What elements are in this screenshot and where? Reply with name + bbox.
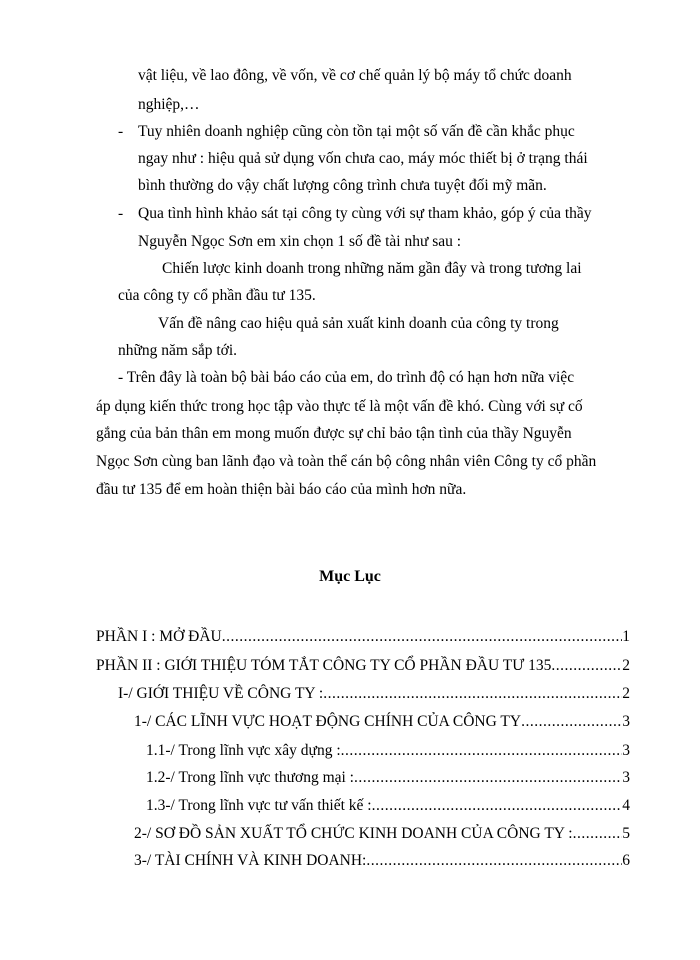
toc-entry — [118, 685, 630, 703]
toc-entry-page: 5 — [622, 825, 630, 842]
body-line: áp dụng kiến thức trong học tập vào thực tế là một vấn đề khó. Cùng với sự cố — [96, 398, 583, 415]
toc-entry-label: 1.2-/ Trong lĩnh vực thương mại : — [146, 769, 354, 786]
body-line: bình thường do vậy chất lượng công trình chưa tuyệt đối mỹ mãn. — [138, 177, 547, 194]
body-line: Chiến lược kinh doanh trong những năm gần đây và trong tương lai — [162, 260, 582, 277]
toc-entry-label: 1-/ CÁC LĨNH VỰC HOẠT ĐỘNG CHÍNH CỦA CÔNG TY — [134, 713, 522, 730]
toc-leader-dots — [222, 628, 623, 646]
toc-entry — [134, 852, 630, 870]
toc-entry-label: I-/ GIỚI THIỆU VỀ CÔNG TY : — [118, 685, 324, 702]
body-line: đầu tư 135 để em hoàn thiện bài báo cáo của mình hơn nữa. — [96, 481, 467, 498]
toc-entry-page: 6 — [622, 852, 630, 869]
toc-entry-page: 4 — [622, 797, 630, 814]
toc-entry — [146, 797, 630, 815]
body-line: những năm sắp tới. — [118, 342, 238, 359]
toc-entry — [134, 825, 630, 843]
toc-entry — [146, 742, 630, 760]
body-line: Tuy nhiên doanh nghiệp cũng còn tồn tại một số vấn đề cần khắc phục — [138, 123, 575, 140]
body-line: - Trên đây là toàn bộ bài báo cáo của em, do trình độ có hạn hơn nữa việc — [118, 369, 575, 386]
body-line: ngay như : hiệu quả sử dụng vốn chưa cao, máy móc thiết bị ở trạng thái — [138, 150, 588, 167]
body-line: Vấn đề nâng cao hiệu quả sản xuất kinh doanh của công ty trong — [158, 315, 559, 332]
toc-leader-dots — [551, 657, 622, 675]
body-line: Ngọc Sơn cùng ban lãnh đạo và toàn thể cán bộ công nhân viên Công ty cổ phần — [96, 453, 597, 470]
bullet-dash: - — [118, 123, 124, 140]
toc-entry-label: 1.1-/ Trong lĩnh vực xây dựng : — [146, 742, 341, 759]
toc-entry — [146, 769, 630, 787]
toc-entry-label: 3-/ TÀI CHÍNH VÀ KINH DOANH: — [134, 852, 367, 869]
toc-leader-dots — [573, 825, 623, 843]
toc-leader-dots — [323, 685, 622, 703]
body-line: Qua tình hình khảo sát tại công ty cùng với sự tham khảo, góp ý của thầy — [138, 205, 592, 222]
toc-entry-page: 3 — [622, 769, 630, 786]
toc-leader-dots — [372, 797, 623, 815]
body-line: của công ty cổ phần đầu tư 135. — [118, 287, 316, 304]
body-line: gắng của bản thân em mong muốn được sự chỉ bảo tận tình của thầy Nguyễn — [96, 425, 572, 442]
toc-leader-dots — [354, 769, 622, 787]
toc-entry-label: 1.3-/ Trong lĩnh vực tư vấn thiết kế : — [146, 797, 372, 814]
toc-leader-dots — [366, 852, 622, 870]
toc-leader-dots — [521, 713, 622, 731]
toc-entry — [134, 713, 630, 731]
toc-entry-label: PHẦN II : GIỚI THIỆU TÓM TẮT CÔNG TY CỔ PHẦN ĐẦU TƯ 135 — [96, 657, 552, 674]
body-line: nghiệp,… — [138, 96, 200, 113]
toc-title: Mục Lục — [319, 568, 381, 585]
toc-leader-dots — [341, 742, 623, 760]
body-line: vật liệu, về lao đông, về vốn, về cơ chế quản lý bộ máy tổ chức doanh — [138, 67, 572, 84]
toc-entry-page: 3 — [622, 742, 630, 759]
toc-entry — [96, 657, 630, 675]
toc-entry-page: 3 — [622, 713, 630, 730]
toc-entry-page: 2 — [622, 657, 630, 674]
toc-entry-page: 1 — [622, 628, 630, 645]
toc-entry-label: PHẦN I : MỞ ĐẦU — [96, 628, 222, 645]
body-line: Nguyễn Ngọc Sơn em xin chọn 1 số đề tài như sau : — [138, 233, 462, 250]
toc-entry-page: 2 — [622, 685, 630, 702]
toc-entry-label: 2-/ SƠ ĐỒ SẢN XUẤT TỔ CHỨC KINH DOANH CỦA CÔNG TY : — [134, 825, 573, 842]
toc-entry — [96, 628, 630, 646]
bullet-dash: - — [118, 205, 124, 222]
